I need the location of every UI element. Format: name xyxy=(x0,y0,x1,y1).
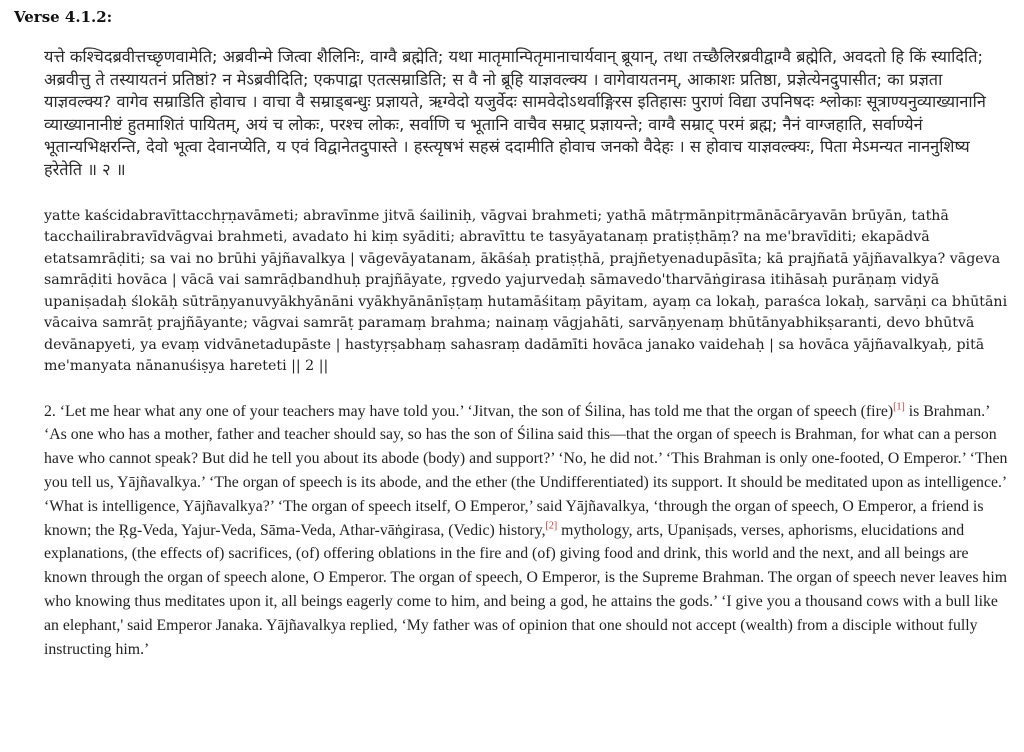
translation-text-part1: 2. ‘Let me hear what any one of your teachers may have told you.’ ‘Jitvan, the son of Śilina, has told me that the organ of speech (fire) xyxy=(44,402,894,420)
footnote-link-2[interactable]: [2] xyxy=(545,520,558,532)
sanskrit-devanagari-text: यत्ते कश्चिदब्रवीत्तच्छृणवामेति; अब्रवीन्मे जित्वा शैलिनिः, वाग्वै ब्रह्मेति; यथा मातृमान्पितृमानाचार्यवान् ब्रूयान्, तथा तच्छैलिरब्रवीद्वाग्वै ब्रह्मेति, अवदतो हि किं स्यादिति; अब्रवीत्तु ते तस्यायतनं प्रतिष्ठां? न मेऽब्रवीदिति; एकपाद्वा एतत्सम्राडिति; स वै नो ब्रूहि याज्ञवल्क्य । वागेवायतनम्, आकाशः प्रतिष्ठा, प्रज्ञेत्येनदुपासीत; का प्रज्ञता याज्ञवल्क्य? वागेव सम्राडिति होवाच । वाचा वै सम्राड्बन्धुः प्रज्ञायते, ऋग्वेदो यजुर्वेदः सामवेदोऽथर्वाङ्गिरस इतिहासः पुराणं विद्या उपनिषदः श्लोकाः सूत्राण्यनुव्याख्यानानि व्याख्यानानीष्टं हुतमाशितं पायितम्, अयं च लोकः, परश्च लोकः, सर्वाणि च भूतानि वाचैव सम्राट् प्रज्ञायन्ते; वाग्वै सम्राट् परमं ब्रह्म; नैनं वाग्जहाति, सर्वाण्येनं भूतान्यभिक्षरन्ति, देवो भूत्वा देवानप्येति, य एवं विद्वानेतदुपास्ते । हस्त्यृषभं सहस्रं ददामीति होवाच जनको वैदेहः । स होवाच याज्ञवल्क्यः, पिता मेऽमन्यत नाननुशिष्य हरेतेति ॥ २ ॥ xyxy=(44,47,986,179)
translation-text-part3: mythology, arts, Upaniṣads, verses, aphorisms, elucidations and explanations, (the effects of) sacrifices, (of) offering oblations in the fire and (of) giving food and drink, this world and the next, and all beings are known through the organ of speech alone, O Emperor. The organ of speech, O Emperor, is the Supreme Brahman. The organ of speech never leaves him who knowing thus meditates upon it, all beings eagerly come to him, and being a god, he attains the gods.’ ‘I give you a thousand cows with a bull like an elephant,' said Emperor Janaka. Yājñavalkya replied, ‘My father was of opinion that one should not accept (wealth) from a disciple without fully instructing him.’ xyxy=(44,521,1007,658)
verse-heading: Verse 4.1.2: xyxy=(14,8,113,26)
sanskrit-transliteration: yatte kaścidabravīttacchṛṇavāmeti; abravīnme jitvā śailiniḥ, vāgvai brahmeti; yathā mātṛmānpitṛmānācāryavān brūyān, tathā tacchailirabravīdvāgvai brahmeti, avadato hi kiṃ syāditi; abravīttu te tasyāyatanaṃ pratiṣṭhāṃ? na me'bravīditi; ekapādvā etatsamrāḍiti; sa vai no brūhi yājñavalkya | vāgevāyatanam, ākāśaḥ pratiṣṭhā, prajñetyenadupāsīta; kā prajñatā yājñavalkya? vāgeva samrāḍiti hovāca | vācā vai samrāḍbandhuḥ prajñāyate, ṛgvedo yajurvedaḥ sāmavedo'tharvāṅgirasa itihāsaḥ purāṇaṃ vidyā upaniṣadaḥ ślokāḥ sūtrāṇyanuvyākhyānāni vyākhyānānīṣṭaṃ hutamāśitaṃ pāyitam, ayaṃ ca lokaḥ, paraśca lokaḥ, sarvāṇi ca bhūtāni vācaiva samrāṭ prajñāyante; vāgvai samrāṭ paramaṃ brahma; nainaṃ vāgjahāti, sarvāṇyenaṃ bhūtānyabhikṣaranti, devo bhūtvā devānapyeti, ya evaṃ vidvānetadupāste | hastyṛṣabhaṃ sahasraṃ dadāmīti hovāca janako vaidehaḥ | sa hovāca yājñavalkyaḥ, pitā me'manyata nānanuśiṣya hareteti || 2 || xyxy=(44,207,1008,375)
footnote-link-1[interactable]: [1] xyxy=(893,401,905,413)
english-translation xyxy=(44,400,1010,662)
translation-text-part2: is Brahman.’ ‘As one who has a mother, father and teacher should say, so has the son of Śilina said this—that the organ of speech is Brahman, for what can a person have who cannot speak? But did he tell you about its abode (body) and support?’ ‘No, he did not.’ ‘This Brahman is only one-footed, O Emperor.’ ‘Then you tell us, Yājñavalkya.’ ‘The organ of speech is its abode, and the ether (the Undifferentiated) its support. It should be meditated upon as intelligence.’ ‘What is intelligence, Yājñavalkya?’ ‘The organ of speech itself, O Emperor,’ said Yājñavalkya, ‘through the organ of speech, O Emperor, a friend is known; the Ṛg-Veda, Yajur-Veda, Sāma-Veda, Athar-vāṅgirasa, (Vedic) history, xyxy=(44,402,1008,539)
